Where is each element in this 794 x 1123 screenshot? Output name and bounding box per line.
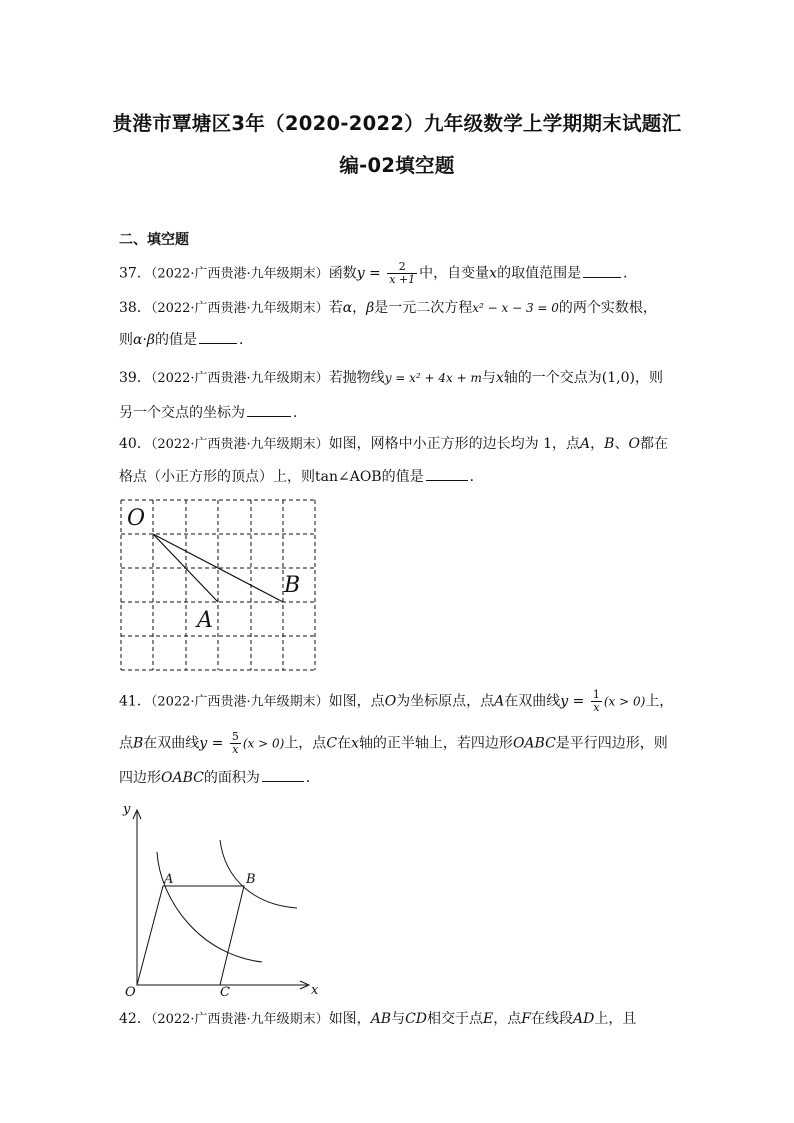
- question-text: 上，: [645, 693, 674, 710]
- math-var: y: [356, 265, 365, 282]
- fraction: [591, 689, 602, 714]
- question-text: 是平行四边形，则: [555, 735, 668, 752]
- math-equation: x² − x − 3 = 0: [472, 301, 559, 315]
- question-40-line2: [119, 467, 484, 487]
- label-A: A: [164, 872, 174, 887]
- math-var: CD: [405, 1011, 428, 1027]
- question-number: 38．: [119, 300, 151, 316]
- math-var: OABC: [512, 735, 556, 752]
- question-number: 39．: [119, 370, 151, 386]
- math-var: α: [342, 300, 353, 316]
- parallelogram-OABC: [137, 886, 244, 985]
- hyperbola-figure: [115, 797, 325, 1002]
- fraction: [387, 261, 417, 286]
- fraction-numerator: 1: [592, 688, 600, 701]
- question-source: （2022·广西贵港·九年级期末）: [150, 694, 329, 710]
- question-text: 的值是: [155, 332, 197, 348]
- question-text: 是一元二次方程: [374, 300, 473, 316]
- question-text: 在线段: [530, 1011, 573, 1027]
- math-var: O: [628, 436, 640, 452]
- math-var: β: [366, 300, 375, 316]
- math-eq: =: [364, 265, 386, 282]
- question-text: 轴的一个交点为: [503, 370, 602, 386]
- question-40-line1: [119, 434, 668, 455]
- fraction-denominator: x: [593, 701, 600, 714]
- question-text: 都在: [639, 436, 668, 452]
- fraction-denominator: x +1: [389, 273, 416, 286]
- question-text: 与: [391, 1011, 406, 1027]
- question-text: 在双曲线: [143, 735, 200, 752]
- label-O: O: [125, 985, 136, 1000]
- question-text: ，: [590, 436, 605, 452]
- question-text: ．: [293, 405, 307, 421]
- question-text: ，则: [635, 370, 663, 386]
- question-text: ．: [305, 770, 320, 786]
- question-text: 则: [119, 332, 133, 348]
- question-text: 为坐标原点，点: [396, 693, 495, 710]
- question-text: 上，且: [594, 1011, 637, 1027]
- question-text: ．: [239, 332, 253, 348]
- question-text: 在双曲线: [504, 693, 561, 710]
- question-number: 41．: [119, 693, 151, 710]
- question-text: 如图，网格中小正方形的边长均为 1，点: [328, 436, 581, 452]
- curve-1-over-x: [157, 852, 262, 962]
- math-var: C: [326, 735, 338, 752]
- fraction: [230, 731, 241, 756]
- curve-5-over-x: [220, 840, 297, 908]
- question-text: ，点: [493, 1011, 522, 1027]
- question-text: ．: [469, 469, 484, 485]
- question-text: 若抛物线: [328, 370, 385, 386]
- answer-blank: [199, 330, 237, 344]
- question-text: 格点（小正方形的顶点）上，则: [119, 469, 315, 485]
- math-var: y: [199, 735, 208, 752]
- math-var: A: [494, 693, 505, 710]
- math-var: OABC: [161, 770, 204, 786]
- question-41-line3: [119, 768, 320, 788]
- math-condition: (x > 0): [603, 694, 646, 709]
- math-var: B: [133, 735, 144, 752]
- document-title-line1: 贵港市覃塘区3年（2020-2022）九年级数学上学期期末试题汇: [112, 112, 682, 135]
- label-C: C: [220, 985, 230, 1000]
- question-number: 37．: [119, 265, 151, 282]
- fraction-numerator: 2: [387, 261, 417, 274]
- question-source: （2022·广西贵港·九年级期末）: [150, 371, 329, 386]
- question-text: 上，点: [284, 735, 327, 752]
- question-text: 的两个实数根，: [558, 300, 657, 316]
- label-x: x: [311, 983, 319, 998]
- math-var: B: [604, 436, 615, 452]
- question-number: 40．: [119, 436, 151, 452]
- question-text: 如图，点: [328, 693, 385, 710]
- question-text: 与: [481, 370, 496, 386]
- answer-blank: [247, 403, 291, 417]
- math-eq: =: [568, 693, 589, 710]
- grid-figure: [115, 495, 320, 675]
- question-source: （2022·广西贵港·九年级期末）: [150, 437, 329, 452]
- math-var: x: [351, 735, 359, 752]
- label-B: B: [284, 573, 301, 598]
- question-39-line1: [119, 368, 663, 389]
- math-var: AB: [370, 1011, 392, 1027]
- question-text: 轴的正半轴上，若四边形: [358, 735, 513, 752]
- question-42-line1: [119, 1009, 636, 1030]
- question-text: 的面积为: [203, 770, 260, 786]
- math-var: A: [580, 436, 591, 452]
- label-A: A: [197, 608, 213, 633]
- math-var: AD: [572, 1011, 595, 1027]
- math-var: y: [560, 693, 569, 710]
- math-equation: y = x² + 4x + m: [384, 371, 482, 385]
- question-source: （2022·广西贵港·九年级期末）: [150, 266, 329, 282]
- label-O: O: [127, 506, 146, 531]
- question-text: 另一个交点的坐标为: [119, 405, 245, 421]
- question-text: 点: [119, 735, 133, 752]
- question-source: （2022·广西贵港·九年级期末）: [150, 1012, 329, 1027]
- label-y: y: [123, 802, 131, 817]
- question-text: ．: [623, 265, 638, 282]
- math-eq: =: [207, 735, 228, 752]
- question-text: 的值是: [381, 469, 424, 485]
- question-39-line2: [119, 403, 307, 423]
- question-text: ，: [352, 300, 367, 316]
- question-text: 的取值范围是: [497, 265, 582, 282]
- label-B: B: [246, 872, 256, 887]
- math-expr: α·β: [133, 332, 155, 348]
- question-38-line1: [119, 298, 657, 319]
- answer-blank: [262, 768, 304, 782]
- section-heading: 二、填空题: [119, 232, 189, 248]
- question-number: 42．: [119, 1011, 151, 1027]
- math-expr: tan∠AOB: [315, 469, 382, 485]
- question-text: 中，自变量: [419, 265, 490, 282]
- question-41-line2: [119, 731, 668, 756]
- question-text: 函数: [328, 265, 357, 282]
- fraction-denominator: x: [232, 743, 239, 756]
- question-text: 、: [614, 436, 629, 452]
- question-38-line2: [119, 330, 253, 350]
- math-point: (1,0): [601, 370, 635, 386]
- math-var: F: [521, 1011, 531, 1027]
- math-var: x: [495, 370, 504, 386]
- math-var: x: [489, 265, 498, 282]
- question-text: 在: [337, 735, 352, 752]
- math-condition: (x > 0): [242, 736, 285, 751]
- question-source: （2022·广西贵港·九年级期末）: [150, 301, 329, 316]
- question-text: 相交于点: [427, 1011, 484, 1027]
- question-text: 如图，: [328, 1011, 371, 1027]
- answer-blank: [583, 264, 621, 278]
- math-var: O: [384, 693, 397, 710]
- fraction-numerator: 5: [231, 730, 239, 743]
- math-var: E: [483, 1011, 494, 1027]
- question-41-line1: [119, 689, 673, 714]
- question-text: 若: [328, 300, 343, 316]
- document-title-line2: 编-02填空题: [339, 154, 455, 177]
- question-text: 四边形: [119, 770, 161, 786]
- answer-blank: [426, 467, 468, 481]
- question-37: [119, 261, 637, 286]
